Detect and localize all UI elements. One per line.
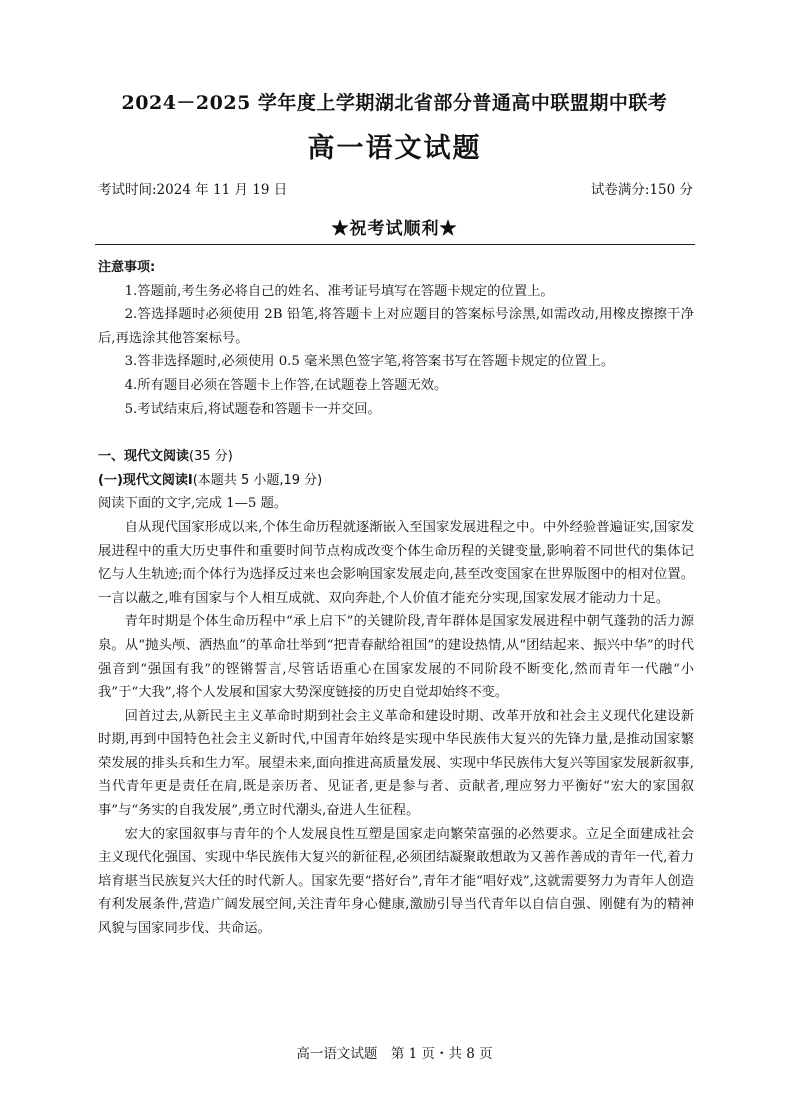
passage-paragraph: 回首过去,从新民主主义革命时期到社会主义革命和建设时期、改革开放和社会主义现代化建设新时期,再到中国特色社会主义新时代,中国青年始终是实现中华民族伟大复兴的先锋力量,是推动国家繁荣发展的排头兵和生力军。展望未来,面向推进高质量发展、实现中华民族伟大复兴等国家发展新叙事,当代青年更是责任在肩,既是亲历者、见证者,更是参与者、贡献者,理应努力平衡好“宏大的家国叙事”与“务实的自我发展”,勇立时代潮头,奋进人生征程。 bbox=[98, 708, 694, 819]
exam-time: 考试时间:2024 年 11 月 19 日 bbox=[98, 182, 288, 198]
section-gap bbox=[98, 421, 694, 445]
header-divider bbox=[95, 244, 695, 245]
section-heading-score: (35 分) bbox=[189, 449, 233, 465]
reading-instruction: 阅读下面的文字,完成 1—5 题。 bbox=[98, 496, 288, 512]
passage-paragraph: 宏大的家国叙事与青年的个人发展良性互塑是国家走向繁荣富强的必然要求。立足全面建成社会主义现代化强国、实现中华民族伟大复兴的新征程,必须团结凝聚敢想敢为又善作善成的青年一代,着力培育堪当民族复兴大任的时代新人。国家先要“搭好台”,青年才能“唱好戏”,这就需要努力为青年人创造有利发展条件,营造广阔发展空间,关注青年身心健康,激励引导当代青年以自信自强、刚健有为的精神风貌与国家同步伐、共命运。 bbox=[98, 826, 694, 937]
subject-title: 高一语文试题 bbox=[307, 133, 482, 164]
page-content bbox=[98, 256, 694, 941]
exam-title: 2024－2025 学年度上学期湖北省部分普通高中联盟期中联考 bbox=[121, 92, 668, 114]
sub-heading-main: (一)现代文阅读Ⅰ bbox=[98, 472, 193, 488]
section-heading-main: 一、现代文阅读 bbox=[98, 449, 190, 465]
section-heading bbox=[98, 445, 694, 469]
passage-paragraph: 自从现代国家形成以来,个体生命历程就逐渐嵌入至国家发展进程之中。中外经验普遍证实,国家发展进程中的重大历史事件和重要时间节点构成改变个体生命历程的关键变量,影响着不同世代的集体记忆与人生轨迹;而个体行为选择反过来也会影响国家发展走向,甚至改变国家在世界版图中的相对位置。一言以蔽之,唯有国家与个人相互成就、双向奔赴,个人价值才能充分实现,国家发展才能动力十足。 bbox=[98, 519, 694, 606]
note-item: 5.考试结束后,将试题卷和答题卡一并交回。 bbox=[124, 401, 381, 417]
note-item: 3.答非选择题时,必须使用 0.5 毫米黑色签字笔,将答案书写在答题卡规定的位置上。 bbox=[124, 354, 615, 370]
sub-section-heading bbox=[98, 469, 694, 493]
sub-heading-detail: (本题共 5 小题,19 分) bbox=[192, 472, 323, 488]
note-item: 1.答题前,考生务必将自己的姓名、准考证号填写在答题卡规定的位置上。 bbox=[124, 283, 554, 299]
page-footer: 高一语文试题 第 1 页・共 8 页 bbox=[296, 1046, 493, 1062]
notes-heading: 注意事项: bbox=[98, 260, 156, 275]
full-score: 试卷满分:150 分 bbox=[590, 182, 693, 198]
note-item: 4.所有题目必须在答题卡上作答,在试题卷上答题无效。 bbox=[124, 377, 448, 393]
passage-paragraph: 青年时期是个体生命历程中“承上启下”的关键阶段,青年群体是国家发展进程中朝气蓬勃的活力源泉。从“抛头颅、洒热血”的革命壮举到“把青春献给祖国”的建设热情,从“团结起来、振兴中华”的时代强音到“强国有我”的铿锵誓言,尽管话语重心在国家发展的不同阶段不断变化,然而青年一代融“小我”于“大我”,将个人发展和国家大势深度链接的历史自觉却始终不变。 bbox=[98, 614, 694, 701]
exam-meta bbox=[98, 178, 693, 198]
note-item: 2.答选择题时必须使用 2B 铅笔,将答题卡上对应题目的答案标号涂黑,如需改动,用橡皮擦擦干净后,再选涂其他答案标号。 bbox=[98, 307, 694, 346]
blessing-line: ★祝考试顺利★ bbox=[331, 219, 458, 239]
